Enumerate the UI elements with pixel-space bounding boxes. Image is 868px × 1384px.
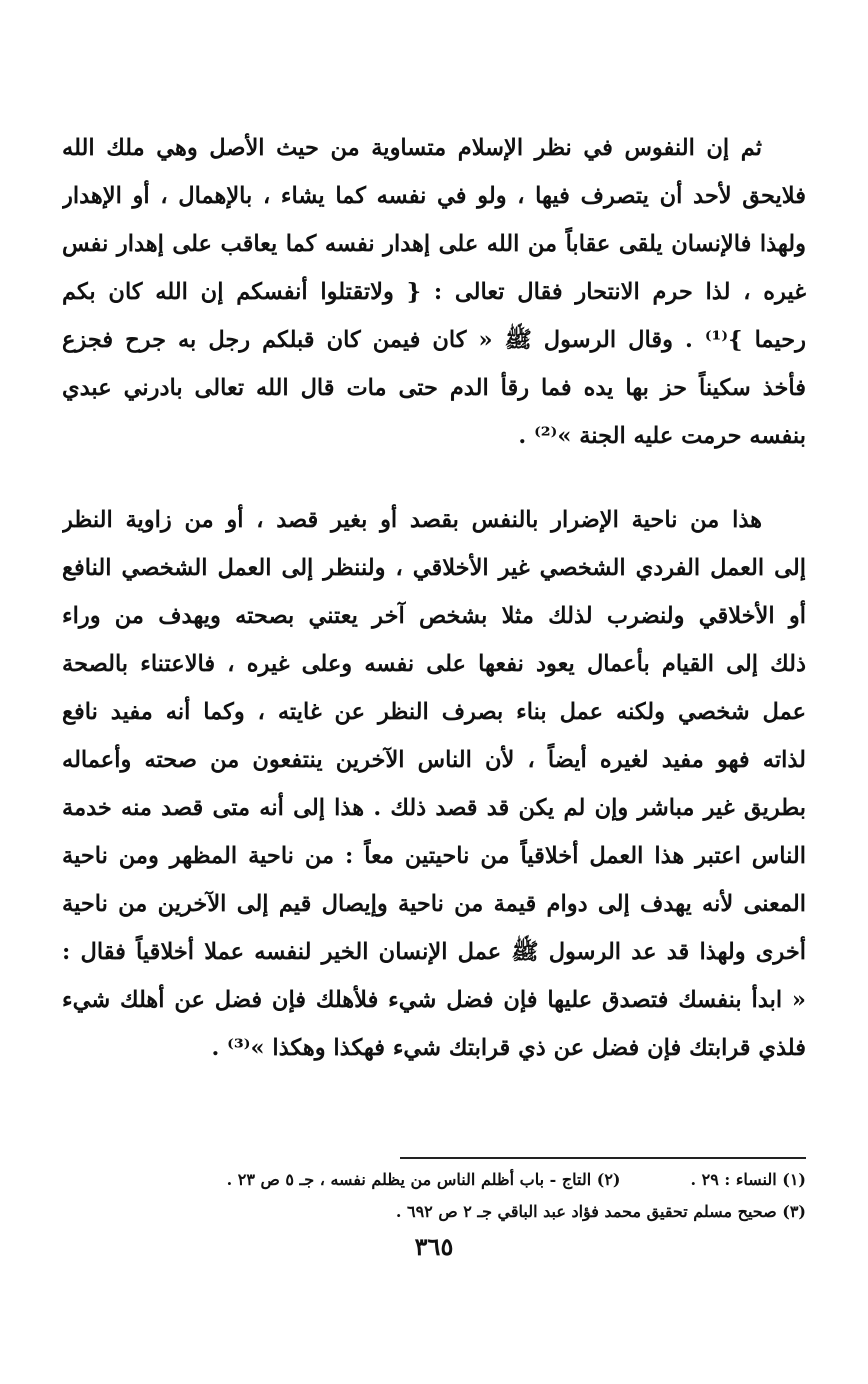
- paragraph-2-line: المعنى لأنه يهدف إلى دوام قيمة من ناحية وإيصال قيم إلى الآخرين من ناحية: [62, 891, 806, 917]
- paragraph-2-line: « ابدأ بنفسك فتصدق عليها فإن فضل شيء فلأهلك فإن فضل عن أهلك شيء: [62, 987, 806, 1013]
- paragraph-1-line: فلايحق لأحد أن يتصرف فيها ، ولو في نفسه كما يشاء ، بالإهمال ، أو الإهدار: [62, 183, 806, 209]
- paragraph-1-line: ولهذا فالإنسان يلقى عقاباً من الله على إهدار نفسه كما يعاقب على إهدار نفس: [62, 231, 806, 257]
- paragraph-2-line: لذاته فهو مفيد لغيره أيضاً ، لأن الناس الآخرين ينتفعون من صحته وأعماله: [62, 747, 806, 773]
- footnote-row: [62, 1196, 806, 1228]
- footnote-1: (١) النساء : ٢٩ .: [690, 1170, 806, 1189]
- paragraph-2-line: الناس اعتبر هذا العمل أخلاقياً من ناحيتين معاً : من ناحية المظهر ومن ناحية: [62, 843, 806, 869]
- paragraph-1-line: ثم إن النفوس في نظر الإسلام متساوية من حيث الأصل وهي ملك الله: [62, 135, 762, 161]
- footnotes: [62, 1164, 806, 1228]
- footnote-gap: [620, 1164, 690, 1196]
- paragraph-2-line: فلذي قرابتك فإن فضل عن ذي قرابتك شيء فهكذا وهكذا »⁽³⁾ .: [211, 1035, 806, 1061]
- paragraph-1-line: رحيما }⁽¹⁾ . وقال الرسول ﷺ « كان فيمن كان قبلكم رجل به جرح فجزع: [62, 327, 806, 353]
- paragraph-2-line: أخرى ولهذا قد عد الرسول ﷺ عمل الإنسان الخير لنفسه عملا أخلاقياً فقال :: [62, 939, 806, 965]
- paragraph-1: [62, 124, 806, 460]
- footnote-2: (٢) التاج - باب أظلم الناس من يظلم نفسه ، جـ ٥ ص ٢٣ .: [226, 1170, 621, 1189]
- page-number: ٣٦٥: [414, 1232, 454, 1261]
- paragraph-1-line: بنفسه حرمت عليه الجنة »⁽²⁾ .: [518, 423, 806, 449]
- footnote-row: [62, 1164, 806, 1196]
- paragraph-2-line: أو الأخلاقي ولنضرب لذلك مثلا بشخص آخر يعتني بصحته ويهدف من وراء: [62, 603, 806, 629]
- paragraph-1-line: غيره ، لذا حرم الانتحار فقال تعالى : { ولاتقتلوا أنفسكم إن الله كان بكم: [62, 279, 806, 305]
- paragraph-2-line: بطريق غير مباشر وإن لم يكن قد قصد ذلك . هذا إلى أنه متى قصد منه خدمة: [62, 795, 806, 821]
- paragraph-2-line: هذا من ناحية الإضرار بالنفس بقصد أو بغير قصد ، أو من زاوية النظر: [62, 507, 762, 533]
- paragraph-2: [62, 496, 806, 1072]
- paragraph-2-line: ذلك إلى القيام بأعمال يعود نفعها على نفسه وعلى غيره ، فالاعتناء بالصحة: [62, 651, 806, 677]
- paragraph-2-line: عمل شخصي ولكنه عمل بناء بصرف النظر عن غايته ، وكما أنه مفيد نافع: [62, 699, 806, 725]
- footnote-3: (٣) صحيح مسلم تحقيق محمد فؤاد عبد الباقي جـ ٢ ص ٦٩٢ .: [395, 1202, 806, 1221]
- paragraph-2-line: إلى العمل الفردي الشخصي غير الأخلاقي ، ولننظر إلى العمل الشخصي النافع: [62, 555, 806, 581]
- footnote-separator: [400, 1157, 806, 1159]
- paragraph-1-line: فأخذ سكيناً حز بها يده فما رقأ الدم حتى مات قال الله تعالى بادرني عبدي: [62, 375, 806, 401]
